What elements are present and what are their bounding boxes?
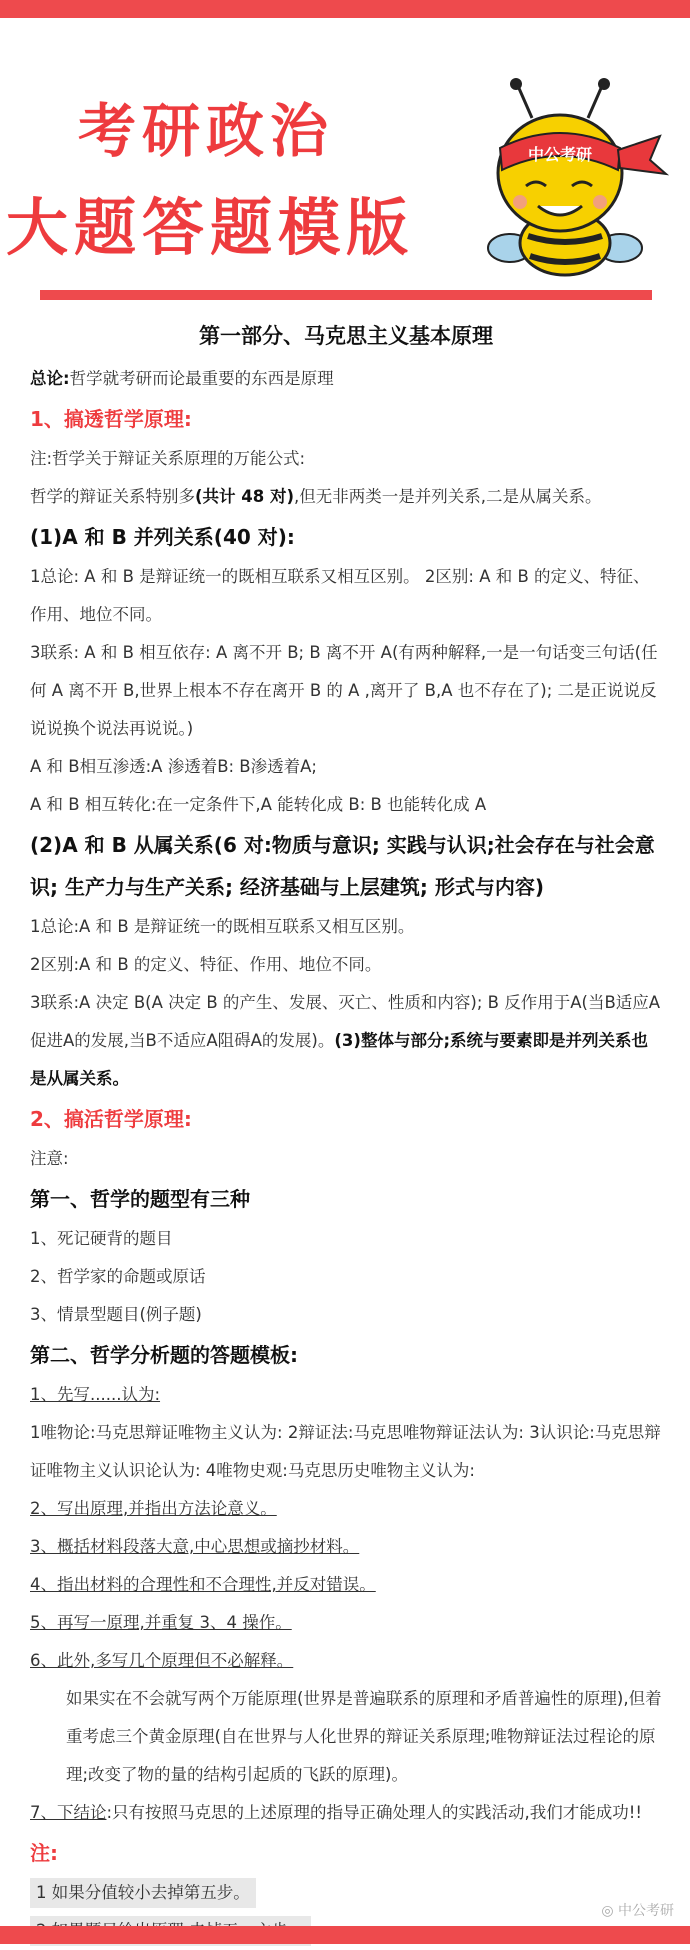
template-step: 4、指出材料的合理性和不合理性,并反对错误。 — [30, 1575, 376, 1594]
note2-label: 注: — [30, 1841, 58, 1865]
top-red-bar — [0, 0, 690, 18]
intro-text-a: 哲学的辩证关系特别多 — [30, 487, 195, 506]
bee-mascot-icon — [470, 78, 670, 278]
sub2-line-3 — [30, 984, 662, 1098]
sub2-heading: (2)A 和 B 从属关系(6 对:物质与意识; 实践与认识;社会存在与社会意识; 生产力与生产关系; 经济基础与上层建筑; 形式与内容) — [30, 833, 655, 899]
sub2-line3-bold: (3)整体与部分;系统与要素即是并列关系也是从属关系。 — [30, 1031, 649, 1088]
part1-note: 注:哲学关于辩证关系原理的万能公式: — [30, 449, 306, 468]
sub1-line: 1总论: A 和 B 是辩证统一的既相互联系又相互区别。 2区别: A 和 B 的定义、特征、作用、地位不同。 — [30, 567, 650, 624]
title-line-2: 大题答题模版 — [6, 191, 415, 264]
sub1-line: A 和 B相互渗透:A 渗透着B: B渗透着A; — [30, 757, 317, 776]
sub2-line: 2区别:A 和 B 的定义、特征、作用、地位不同。 — [30, 955, 382, 974]
svg-text:中公考研: 中公考研 — [527, 145, 593, 164]
sub2-line: 1总论:A 和 B 是辩证统一的既相互联系又相互区别。 — [30, 917, 415, 936]
section-title: 第一部分、马克思主义基本原理 — [199, 324, 493, 348]
note-item-text: 1 如果分值较小去掉第五步。 — [30, 1878, 256, 1908]
template-step: 2、写出原理,并指出方法论意义。 — [30, 1499, 277, 1518]
bottom-red-bar — [0, 1926, 690, 1944]
sub1-line: A 和 B 相互转化:在一定条件下,A 能转化成 B: B 也能转化成 A — [30, 795, 487, 814]
golden-principles-paragraph: 如果实在不会就写两个万能原理(世界是普遍联系的原理和矛盾普遍性的原理),但着重考虑三个黄金原理(自在世界与人化世界的辩证关系原理;唯物辩证法过程论的原理;改变了物的量的结构引起质的飞跃的原理)。 — [66, 1689, 662, 1784]
template-step-1-detail: 1唯物论:马克思辩证唯物主义认为: 2辩证法:马克思唯物辩证法认为: 3认识论:马克思辩证唯物主义认识论认为: 4唯物史观:马克思历史唯物主义认为: — [30, 1423, 661, 1480]
question-type-item: 1、死记硬背的题目 — [30, 1229, 173, 1248]
part1-heading: 1、搞透哲学原理: — [30, 407, 192, 431]
title-line-1: 考研政治 — [78, 97, 335, 165]
template-heading: 第二、哲学分析题的答题模板: — [30, 1343, 298, 1367]
part2-note: 注意: — [30, 1149, 69, 1168]
sub1-heading: (1)A 和 B 并列关系(40 对): — [30, 525, 295, 549]
part2-heading: 2、搞活哲学原理: — [30, 1107, 192, 1131]
watermark — [601, 1900, 674, 1920]
header-divider — [40, 290, 652, 300]
question-type-item: 3、情景型题目(例子题) — [30, 1305, 202, 1324]
intro-count: (共计 48 对) — [195, 487, 295, 506]
question-type-item: 2、哲学家的命题或原话 — [30, 1267, 206, 1286]
step7-text: :只有按照马克思的上述原理的指导正确处理人的实践活动,我们才能成功!! — [106, 1803, 643, 1822]
sub1-line: 3联系: A 和 B 相互依存: A 离不开 B; B 离不开 A(有两种解释,一是一句话变三句话(任何 A 离不开 B,世界上根本不存在离开 B 的 A ,离开了 B,A 也不存在了); 二是正说说反说说换个说法再说说。) — [30, 643, 658, 738]
template-step-1: 1、先写......认为: — [30, 1385, 161, 1404]
summary-label: 总论: — [30, 369, 70, 388]
watermark-text: 中公考研 — [618, 1903, 674, 1919]
template-step: 6、此外,多写几个原理但不必解释。 — [30, 1651, 294, 1670]
question-types-heading: 第一、哲学的题型有三种 — [30, 1187, 250, 1211]
step7-label: 7、下结论 — [30, 1803, 107, 1822]
intro-text-b: ,但无非两类一是并列关系,二是从属关系。 — [294, 487, 602, 506]
summary-line — [30, 360, 662, 398]
template-step: 3、概括材料段落大意,中心思想或摘抄材料。 — [30, 1537, 360, 1556]
summary-text: 哲学就考研而论最重要的东西是原理 — [69, 369, 334, 388]
weibo-icon: ◎ — [601, 1903, 618, 1919]
header — [0, 18, 690, 288]
sub2-line3-text: 3联系:A 决定 B(A 决定 B 的产生、发展、灭亡、性质和内容); B 反作用于A(当B适应A促进A的发展,当B不适应A阻碍A的发展)。 — [30, 993, 661, 1050]
template-step: 5、再写一原理,并重复 3、4 操作。 — [30, 1613, 292, 1632]
template-step-7 — [30, 1794, 662, 1832]
document-body — [30, 312, 662, 1950]
part1-intro — [30, 478, 662, 516]
note-item — [30, 1874, 662, 1912]
